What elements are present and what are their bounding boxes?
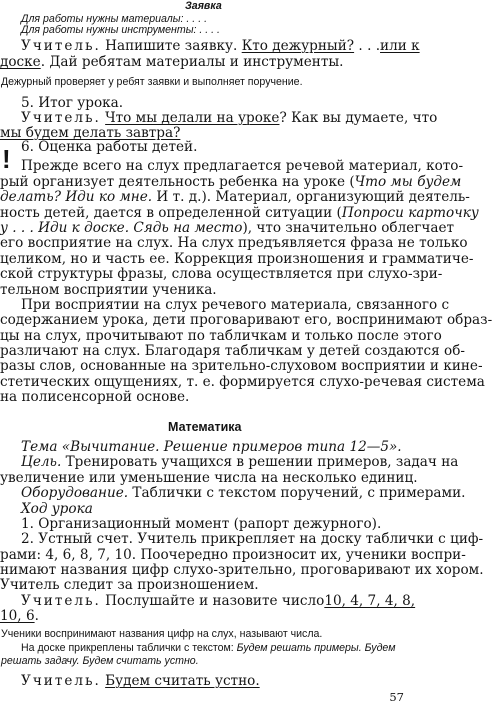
step-2-line: нимают названия цифр слухо-зрительно, проговаривают их хором.: [0, 562, 484, 578]
students-note: Ученики воспринимают названия цифр на слух, называют числа.: [1, 628, 323, 640]
underlined-phrase: или к: [380, 38, 420, 54]
zayavka-heading: Заявка: [185, 0, 222, 12]
section-title: Математика: [168, 419, 242, 434]
item-6: 6. Оценка работы детей.: [21, 139, 198, 156]
page-number: 57: [389, 690, 404, 704]
lesson-theme: Тема «Вычитание. Решение примеров типа 12—5».: [21, 438, 402, 455]
para2-line: различают на слух. Благодаря табличкам у детей создаются об-: [0, 343, 466, 359]
para1-line: Прежде всего на слух предлагается речевой материал, кото-: [21, 158, 464, 175]
exclamation-marker-icon: !: [2, 143, 11, 174]
course-heading: Ход урока: [21, 500, 93, 517]
board-note-line: На доске прикреплены таблички с текстом: Будем решать примеры. Будем: [21, 642, 396, 654]
para2-line: цы на слух, прочитывают по табличкам и только после этого: [0, 327, 442, 344]
para2-line: стетических ощущениях, т. е. формируется слухо-речевая система: [0, 373, 485, 390]
para2-line: При восприятии на слух речевого материала, связанного с: [21, 296, 450, 313]
para2-line: разы слов, основанные на зрительно-слуховом восприятии и кине-: [0, 358, 483, 375]
step-2-line: рами: 4, 6, 8, 7, 10. Поочередно произносит их, ученики воспри-: [0, 546, 466, 563]
step-2-line: Учитель следит за произношением.: [0, 577, 259, 594]
teacher-line-6: 10, 6.: [0, 608, 39, 624]
para1-line: ской структуры фразы, слова осуществляется при слухо-зри-: [0, 266, 443, 283]
ellipsis: . . .: [358, 38, 381, 54]
speaker-label: Учитель.: [21, 109, 101, 126]
teacher-line-2: [0, 54, 344, 70]
duty-note: Дежурный проверяет у ребят заявки и выполняет поручение.: [1, 76, 303, 88]
para1-line: у . . . Иди к доске. Сядь на место), что значительно облегчает: [0, 219, 455, 236]
step-1: 1. Организационный момент (рапорт дежурного).: [21, 515, 382, 532]
line-text: . Дай ребятам материалы и инструменты.: [40, 54, 344, 71]
line-text: Послушайте и назовите число: [105, 592, 325, 609]
form-line-tools: Для работы нужны инструменты: . . . .: [21, 24, 220, 37]
equipment-line: Оборудование. Таблички с текстом поручений, с примерами.: [21, 485, 466, 502]
para1-line: делать? Иди ко мне. И т. д.). Материал, организующий деятель-: [0, 189, 470, 206]
para1-line: тельном восприятии ученика.: [0, 281, 217, 298]
underlined-phrase: мы будем делать завтра?: [0, 124, 181, 141]
board-note-line: решать задачу. Будем считать устно.: [1, 655, 199, 667]
para1-line: ность детей, дается в определенной ситуации (Попроси карточку: [0, 204, 479, 221]
teacher-line-7: Учитель. Будем считать устно.: [21, 673, 260, 689]
para1-line: его восприятие на слух. На слух предъявляется фраза не только: [0, 235, 468, 252]
line-text: Напишите заявку.: [105, 38, 238, 54]
teacher-line-3: [21, 109, 438, 126]
para2-line: содержанием урока, дети проговаривают его, воспринимают образ-: [0, 312, 492, 329]
teacher-line-5: [21, 592, 416, 609]
goal-line: Цель. Тренировать учащихся в решении примеров, задач на: [21, 454, 459, 471]
underlined-phrase: Что мы делали на уроке: [105, 109, 280, 126]
goal-line: увеличение или уменьшение числа на несколько единиц.: [0, 469, 418, 486]
underlined-phrase: Кто дежурный?: [241, 38, 355, 54]
speaker-label: Учитель.: [21, 592, 101, 609]
para2-line: на полисенсорной основе.: [0, 389, 190, 406]
line-text: ? Как вы думаете, что: [279, 109, 438, 126]
underlined-phrase: доске: [0, 54, 41, 71]
step-2-line: 2. Устный счет. Учитель прикрепляет на доску таблички с циф-: [21, 531, 484, 548]
para1-line: рый организует деятельность ребенка на уроке (Что мы будем: [0, 173, 462, 190]
speaker-label: Учитель.: [21, 38, 101, 54]
para1-line: целиком, но и часть ее. Коррекция произношения и грамматиче-: [0, 250, 474, 267]
underlined-phrase: 10, 4, 7, 4, 8,: [324, 592, 416, 609]
form-line-materials: Для работы нужны материалы: . . . .: [21, 12, 208, 25]
item-5: 5. Итог урока.: [21, 95, 124, 111]
teacher-line-1: [21, 38, 420, 54]
